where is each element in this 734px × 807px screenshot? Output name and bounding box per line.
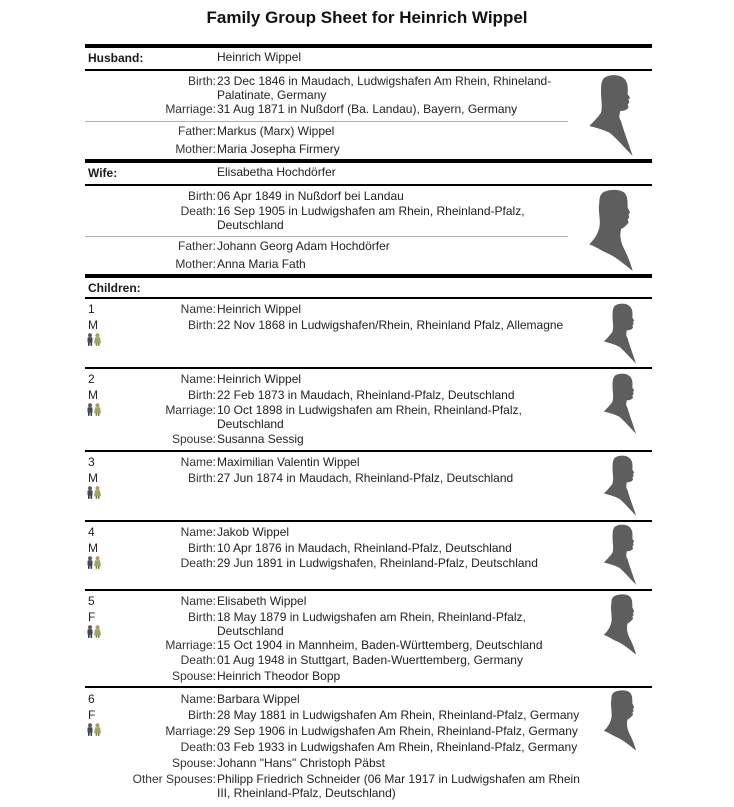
child-number: 1 xyxy=(88,302,95,316)
event-label: Birth: xyxy=(187,74,216,88)
divider xyxy=(85,297,652,299)
section-rule xyxy=(85,159,652,163)
event-value: 10 Apr 1876 in Maudach, Rheinland-Pfalz, Deutschland xyxy=(217,541,512,555)
event-label: Death: xyxy=(180,653,216,667)
child-event-row xyxy=(88,610,588,625)
child-name[interactable]: Elisabeth Wippel xyxy=(217,594,307,608)
husband-mother[interactable]: Maria Josepha Firmery xyxy=(217,142,340,156)
event-value: 16 Sep 1905 in Ludwigshafen am Rhein, Rheinland-Pfalz, xyxy=(217,204,525,218)
event-value-cont: Palatinate, Germany xyxy=(217,88,327,102)
name-label: Name: xyxy=(180,302,216,316)
husband-marriage-row xyxy=(88,102,588,117)
spouse-name[interactable]: Johann "Hans" Christoph Päbst xyxy=(217,756,385,770)
event-value: 01 Aug 1948 in Stuttgart, Baden-Wuerttemberg, Germany xyxy=(217,653,523,667)
child-other-spouses-row xyxy=(88,772,588,787)
male-silhouette-icon xyxy=(601,303,639,365)
female-silhouette-icon xyxy=(586,188,636,274)
child-name-row xyxy=(88,372,588,387)
female-silhouette-icon xyxy=(601,690,639,752)
wife-mother-row xyxy=(88,257,588,272)
child-event-row xyxy=(88,740,588,755)
male-silhouette-icon xyxy=(601,373,639,435)
wife-mother[interactable]: Anna Maria Fath xyxy=(217,257,306,271)
child-name[interactable]: Jakob Wippel xyxy=(217,525,290,539)
wife-death-row xyxy=(88,204,588,219)
child-event-row xyxy=(88,403,588,418)
husband-father[interactable]: Markus (Marx) Wippel xyxy=(217,124,335,138)
child-number: 6 xyxy=(88,692,95,706)
husband-name[interactable]: Heinrich Wippel xyxy=(217,50,302,64)
event-value: 18 May 1879 in Ludwigshafen am Rhein, Rheinland-Pfalz, xyxy=(217,610,526,624)
section-rule xyxy=(85,44,652,48)
event-value: 28 May 1881 in Ludwigshafen Am Rhein, Rheinland-Pfalz, Germany xyxy=(217,708,580,722)
name-label: Name: xyxy=(180,594,216,608)
event-label: Death: xyxy=(180,556,216,570)
husband-father-row xyxy=(88,124,588,139)
child-sex: M xyxy=(88,471,98,485)
event-value: 15 Oct 1904 in Mannheim, Baden-Württemberg, Deutschland xyxy=(217,638,543,652)
child-spouse-row xyxy=(88,756,588,771)
spouse-label: Spouse: xyxy=(171,756,216,770)
divider xyxy=(85,589,652,591)
child-name-row xyxy=(88,302,588,317)
child-event-row xyxy=(88,471,588,486)
child-number: 4 xyxy=(88,525,95,539)
event-value: 31 Aug 1871 in Nußdorf (Ba. Landau), Bayern, Germany xyxy=(217,102,518,116)
wife-name[interactable]: Elisabetha Hochdörfer xyxy=(217,165,336,179)
child-name-row xyxy=(88,594,588,609)
event-value-cont: Deutschland xyxy=(217,218,284,232)
event-label: Death: xyxy=(180,204,216,218)
child-name-row xyxy=(88,525,588,540)
child-spouse-row xyxy=(88,432,588,447)
name-label: Name: xyxy=(180,692,216,706)
female-silhouette-icon xyxy=(601,594,639,656)
child-number: 3 xyxy=(88,455,95,469)
child-event-row xyxy=(88,653,588,668)
divider xyxy=(85,450,652,452)
event-label: Birth: xyxy=(187,610,216,624)
event-label: Marriage: xyxy=(165,403,216,417)
other-spouses-label: Other Spouses: xyxy=(132,772,216,786)
child-spouse-row xyxy=(88,669,588,684)
wife-death-row-cont xyxy=(88,218,588,233)
parents-separator xyxy=(214,121,568,122)
father-label: Father: xyxy=(177,239,216,253)
child-sex: M xyxy=(88,318,98,332)
child-event-row xyxy=(88,556,588,571)
husband-label: Husband: xyxy=(88,51,144,65)
event-value-cont: Deutschland xyxy=(217,624,284,638)
wife-name-row xyxy=(88,165,588,180)
event-value-cont: Deutschland xyxy=(217,417,284,431)
husband-mother-row xyxy=(88,142,588,157)
event-label: Birth: xyxy=(187,388,216,402)
event-label: Marriage: xyxy=(165,102,216,116)
parents-separator-left xyxy=(85,121,214,122)
wife-birth-row xyxy=(88,189,588,204)
event-value: 27 Jun 1874 in Maudach, Rheinland-Pfalz, Deutschland xyxy=(217,471,514,485)
other-spouse-cont: III, Rheinland-Pfalz, Deutschland) xyxy=(217,786,396,800)
child-event-row-cont xyxy=(88,417,588,432)
child-event-row xyxy=(88,541,588,556)
child-name[interactable]: Heinrich Wippel xyxy=(217,302,302,316)
male-silhouette-icon xyxy=(601,524,639,586)
divider xyxy=(85,686,652,688)
family-couple-icon[interactable] xyxy=(86,486,102,499)
event-value: 10 Oct 1898 in Ludwigshafen am Rhein, Rheinland-Pfalz, xyxy=(217,403,522,417)
child-other-spouses-row-cont xyxy=(88,786,588,801)
child-name-row xyxy=(88,455,588,470)
child-sex: M xyxy=(88,541,98,555)
husband-name-row xyxy=(88,50,588,65)
other-spouse[interactable]: Philipp Friedrich Schneider (06 Mar 1917 in Ludwigshafen am Rhein xyxy=(217,772,580,786)
child-event-row-cont xyxy=(88,624,588,639)
male-silhouette-icon xyxy=(586,73,636,159)
divider xyxy=(85,69,652,71)
child-event-row xyxy=(88,638,588,653)
event-label: Birth: xyxy=(187,189,216,203)
event-value: 29 Sep 1906 in Ludwigshafen Am Rhein, Rheinland-Pfalz, Germany xyxy=(217,724,578,738)
husband-birth-row xyxy=(88,74,588,89)
event-value: 23 Dec 1846 in Maudach, Ludwigshafen Am Rhein, Rhineland- xyxy=(217,74,552,88)
event-value: 29 Jun 1891 in Ludwigshafen, Rheinland-Pfalz, Deutschland xyxy=(217,556,538,570)
event-label: Birth: xyxy=(187,318,216,332)
spouse-label: Spouse: xyxy=(171,669,216,683)
event-label: Birth: xyxy=(187,471,216,485)
wife-father-row xyxy=(88,239,588,254)
child-event-row xyxy=(88,708,588,723)
child-event-row xyxy=(88,724,588,739)
name-label: Name: xyxy=(180,525,216,539)
husband-birth-row-cont xyxy=(88,88,588,103)
event-label: Marriage: xyxy=(165,724,216,738)
child-event-row xyxy=(88,318,588,333)
divider xyxy=(85,184,652,186)
mother-label: Mother: xyxy=(175,142,216,156)
parents-separator xyxy=(85,236,568,237)
event-value: 22 Nov 1868 in Ludwigshafen/Rhein, Rheinland Pfalz, Allemagne xyxy=(217,318,564,332)
wife-label: Wife: xyxy=(88,166,118,180)
event-label: Marriage: xyxy=(165,638,216,652)
mother-label: Mother: xyxy=(175,257,216,271)
child-name[interactable]: Barbara Wippel xyxy=(217,692,300,706)
divider xyxy=(85,367,652,369)
child-event-row xyxy=(88,388,588,403)
divider xyxy=(85,520,652,522)
child-name[interactable]: Heinrich Wippel xyxy=(217,372,302,386)
page-title: Family Group Sheet for Heinrich Wippel xyxy=(206,8,528,27)
event-value: 06 Apr 1849 in Nußdorf bei Landau xyxy=(217,189,404,203)
child-sex: M xyxy=(88,388,98,402)
event-label: Birth: xyxy=(187,541,216,555)
child-sex: F xyxy=(88,708,96,722)
child-name[interactable]: Maximilian Valentin Wippel xyxy=(217,455,360,469)
event-value: 22 Feb 1873 in Maudach, Rheinland-Pfalz, Deutschland xyxy=(217,388,515,402)
spouse-name[interactable]: Heinrich Theodor Bopp xyxy=(217,669,341,683)
event-label: Birth: xyxy=(187,708,216,722)
name-label: Name: xyxy=(180,455,216,469)
event-label: Death: xyxy=(180,740,216,754)
child-number: 2 xyxy=(88,372,95,386)
child-sex: F xyxy=(88,610,96,624)
wife-father[interactable]: Johann Georg Adam Hochdörfer xyxy=(217,239,390,253)
children-label: Children: xyxy=(88,281,141,295)
father-label: Father: xyxy=(177,124,216,138)
spouse-name[interactable]: Susanna Sessig xyxy=(217,432,304,446)
male-silhouette-icon xyxy=(601,455,639,517)
section-rule xyxy=(85,274,652,278)
name-label: Name: xyxy=(180,372,216,386)
event-value: 03 Feb 1933 in Ludwigshafen Am Rhein, Rheinland-Pfalz, Germany xyxy=(217,740,578,754)
family-couple-icon[interactable] xyxy=(86,333,102,346)
child-number: 5 xyxy=(88,594,95,608)
spouse-label: Spouse: xyxy=(171,432,216,446)
child-name-row xyxy=(88,692,588,707)
